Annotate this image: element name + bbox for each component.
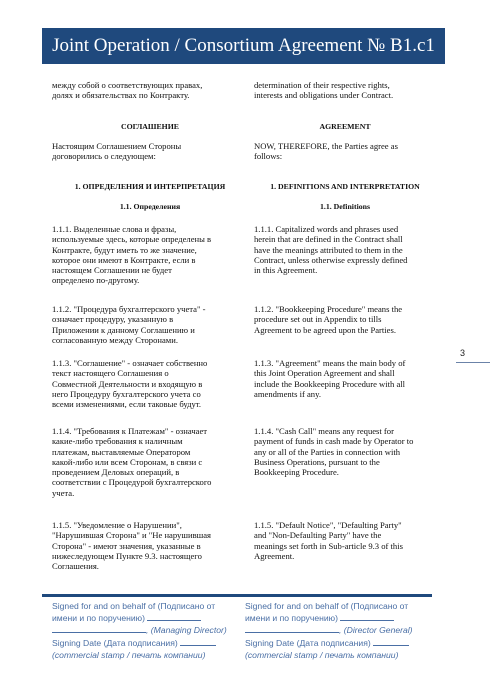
section1-sub-en: 1.1. Definitions [319,202,371,211]
clause-line: Business Operations, pursuant to the [254,456,380,467]
signature-block-left [52,600,227,661]
clause-line: Agreement to be agreed upon the Parties. [254,324,396,335]
signature-right-role-line [245,624,413,636]
intro-ru-line: между собой о соответствующих правах, [52,80,203,90]
clause-line: настоящем Соглашении не будет [52,265,172,276]
clause-line: нижеследующем Пункте 9.3. настоящего [52,550,202,561]
date-field-right[interactable] [373,637,409,646]
section1-sub-ru: 1.1. Определения [119,202,181,211]
agreement-heading-ru: СОГЛАШЕНИЕ [120,122,179,131]
clause-line: него Процедуру бухгалтерского учета со [52,388,201,399]
clause-1-1-5-ru [52,520,248,571]
clause-line: 1.1.4. "Cash Call" means any request for [254,426,394,436]
agreement-text-ru [52,141,248,162]
page-number: 3 [460,348,466,358]
clause-line: 1.1.1. Capitalized words and phrases used [254,224,399,234]
clause-line: текст настоящего Соглашения о [52,368,169,379]
clause-1-1-1-ru [52,224,248,286]
clause-line: this Joint Operation Agreement and shall [254,368,395,379]
clause-line: Приложении к данному Соглашению и [52,324,195,335]
clause-line: какой-либо или всем Сторонам, в связи с [52,456,203,467]
name-field-right[interactable] [245,624,339,633]
intro-en-line: interests and obligations under Contract. [254,90,394,101]
signature-block-right [245,600,413,661]
clause-line: учета. [52,487,75,498]
agreement-heading-en: AGREEMENT [319,122,371,131]
signature-right-line2: имени и по поручению) [245,612,413,624]
section1-heading-ru: 1. ОПРЕДЕЛЕНИЯ И ИНТЕРПРЕТАЦИЯ [74,182,226,191]
clause-1-1-4-ru [52,426,248,498]
signature-left-line2: имени и по поручению) [52,612,227,624]
clause-line: проведением Деловых операций, в [52,467,180,478]
clause-line: Bookkeeping Procedure. [254,467,339,478]
section1-heading-en: 1. DEFINITIONS AND INTERPRETATION [270,182,420,191]
clause-line: amendments if any. [254,388,321,399]
clause-1-1-2-en [254,304,436,335]
clause-line: платежам, выставляемые Оператором [52,446,191,457]
agreement-text-en [254,141,436,162]
clause-line: соответствии с Процедурой бухгалтерского [52,477,212,488]
signature-right-line1: Signed for and on behalf of (Подписано от [245,601,409,611]
date-field-left[interactable] [180,637,216,646]
clause-line: Contract, unless otherwise expressly defined [254,254,408,265]
clause-line: 1.1.5. "Default Notice", "Defaulting Party" [254,520,402,530]
signing-date-right: Signing Date (Дата подписания) [245,637,413,649]
clause-line: 1.1.1. Выделенные слова и фразы, [52,224,177,234]
clause-1-1-4-en [254,426,436,477]
clause-line: Совместной Деятельности и входящую в [52,378,203,389]
clause-line: 1.1.4. "Требования к Платежам" - означает [52,426,208,436]
clause-line: Agreement. [254,550,295,561]
signature-left-role-line [52,624,227,636]
footer-divider [42,594,432,597]
signature-left-line1: Signed for and on behalf of (Подписано от [52,601,216,611]
clause-1-1-3-en [254,358,436,399]
signing-date-left: Signing Date (Дата подписания) [52,637,227,649]
clause-line: include the Bookkeeping Procedure with all [254,378,406,389]
clause-line: have the meanings attributed to them in the [254,244,403,255]
clause-line: используемые здесь, которые определены в [52,234,212,245]
stamp-right: (commercial stamp / печать компании) [245,649,399,660]
stamp-left: (commercial stamp / печать компании) [52,649,206,660]
clause-line: meanings set forth in Sub-article 9.3 of this [254,540,403,551]
role-right: , (Director General) [339,625,413,636]
clause-line: означает процедуру, указанную в [52,314,174,325]
intro-ru [52,80,248,101]
clause-1-1-3-ru [52,358,248,409]
name-field-left[interactable] [52,624,146,633]
clause-line: and "Non-Defaulting Party" have the [254,530,382,541]
clause-line: согласованную между Сторонами. [52,334,178,345]
signature-field-right[interactable] [340,612,394,621]
intro-en-line: determination of their respective rights, [254,80,390,90]
clause-line: 1.1.5. "Уведомление о Нарушении", [52,520,182,530]
clause-1-1-1-en [254,224,436,275]
agreement-ru-line: Настоящим Соглашением Стороны [52,141,182,151]
page-number-rule [456,362,490,363]
signature-field-left[interactable] [147,612,201,621]
document-header [42,28,445,64]
clause-line: Контракте, будут иметь то же значение, [52,244,197,255]
clause-line: которое они имеют в Контракте, если в [52,254,196,265]
clause-line: payment of funds in cash made by Operator to [254,436,414,447]
clause-line: Сторона" - имеют значения, указанные в [52,540,201,551]
intro-en [254,80,436,101]
clause-line: 1.1.3. "Agreement" means the main body of [254,358,406,368]
clause-line: всеми изменениями, если таковые будут. [52,399,202,410]
clause-line: "Нарушившая Сторона" и "Не нарушившая [52,530,212,541]
intro-ru-line: долях и обязательствах по Контракту. [52,90,190,101]
clause-line: procedure set out in Appendix to tills [254,314,382,325]
clause-line: Соглашения. [52,561,99,572]
clause-line: определено по-другому. [52,275,140,286]
clause-line: any or all of the Parties in connection with [254,446,401,457]
clause-line: какие-либо требования к наличным [52,436,183,447]
agreement-en-line: follows: [254,151,283,162]
clause-1-1-2-ru [52,304,248,345]
document-title: Joint Operation / Consortium Agreement № B1.c1 [52,35,435,56]
clause-line: in this Agreement. [254,265,318,276]
role-left: , (Managing Director) [146,625,227,636]
agreement-en-line: NOW, THEREFORE, the Parties agree as [254,141,398,151]
clause-line: 1.1.3. "Соглашение" - означает собственно [52,358,208,368]
clause-line: herein that are defined in the Contract shall [254,234,403,245]
clause-line: 1.1.2. "Bookkeeping Procedure" means the [254,304,403,314]
clause-1-1-5-en [254,520,436,561]
agreement-ru-line: договорились о следующем: [52,151,156,162]
clause-line: 1.1.2. "Процедура бухгалтерского учета" - [52,304,206,314]
